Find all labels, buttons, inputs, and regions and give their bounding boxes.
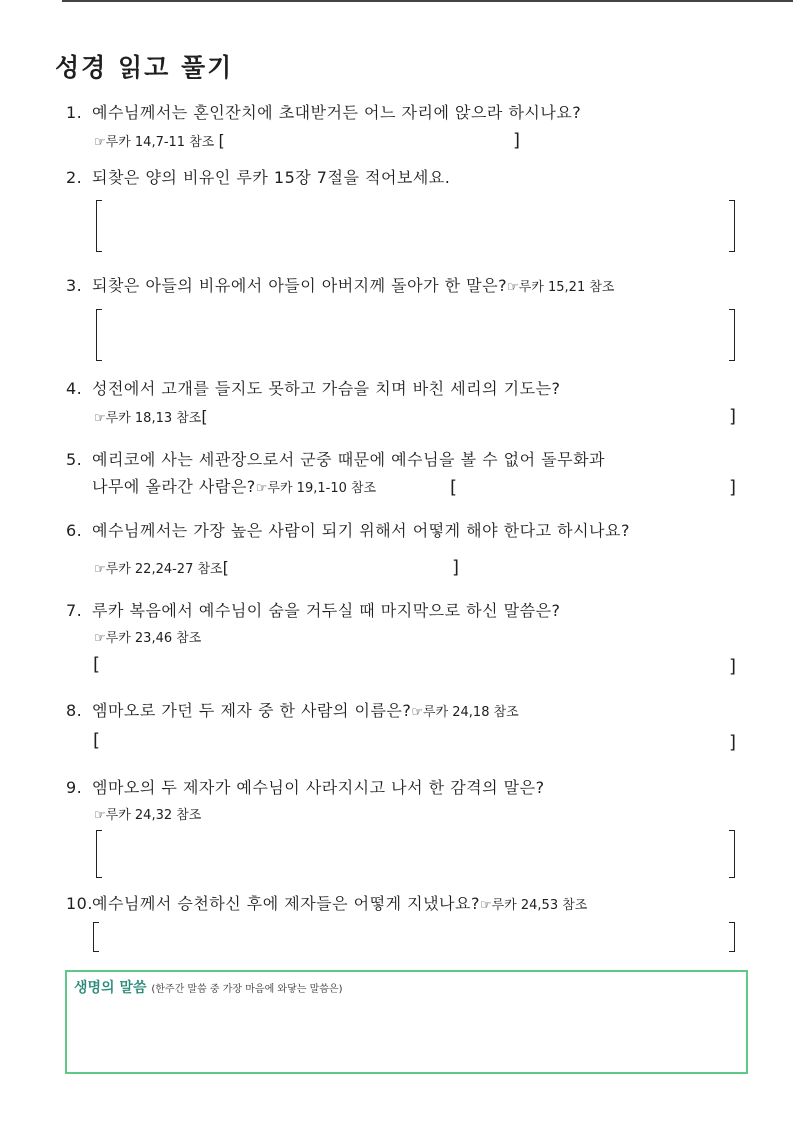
top-rule [62,0,793,2]
question-9-ref [94,804,201,823]
reference: ☞루카 24,53 참조 [479,898,588,913]
reference: ☞루카 14,7-11 참조 [94,135,215,150]
reference: ☞루카 18,13 참조 [94,411,202,426]
question-number: 2. [66,168,83,187]
question-text: 엠마오로 가던 두 제자 중 한 사람의 이름은? [92,701,412,720]
reference: ☞루카 19,1-10 참조 [255,481,377,496]
question-number: 8. [66,701,83,720]
question-number: 7. [66,601,83,620]
question-8 [66,701,519,723]
question-1-ref [94,131,225,150]
bracket-close: ] [452,557,460,578]
question-text: 되찾은 양의 비유인 루카 15장 7절을 적어보세요. [92,168,451,187]
bracket-open: [ [93,730,101,751]
answer-bracket-left [96,830,102,878]
question-number: 1. [66,103,83,122]
answer-bracket-left [96,200,102,252]
reference: ☞루카 15,21 참조 [507,280,615,295]
question-text: 되찾은 아들의 비유에서 아들이 아버지께 돌아가 한 말은? [92,276,508,295]
answer-bracket-right [729,830,735,878]
reference: ☞루카 23,46 참조 [94,631,202,646]
verse-box-header [74,977,342,997]
question-4-ref [94,407,208,426]
question-5-line2 [92,477,376,499]
question-number: 4. [66,379,83,398]
question-10 [66,894,587,916]
reference: ☞루카 22,24-27 참조 [94,562,223,577]
bracket-open: [ [201,407,208,426]
answer-bracket-right [729,309,735,361]
bracket-open: [ [218,131,225,150]
question-3 [66,276,614,298]
question-number: 5. [66,450,83,469]
bracket-close: ] [729,477,737,498]
answer-bracket-left [93,922,99,952]
question-text: 루카 복음에서 예수님이 숨을 거두실 때 마지막으로 하신 말씀은? [92,601,561,620]
question-text: 예리코에 사는 세관장으로서 군중 때문에 예수님을 볼 수 없어 돌무화과 [92,450,605,469]
question-number: 10. [66,894,93,913]
question-text: 성전에서 고개를 들지도 못하고 가슴을 치며 바친 세리의 기도는? [92,379,561,398]
question-2 [66,168,450,188]
bracket-close: ] [513,130,521,151]
reference: ☞루카 24,18 참조 [411,705,519,720]
question-7 [66,601,561,621]
question-number: 6. [66,521,83,540]
bracket-close: ] [729,732,737,753]
bracket-open: [ [222,558,229,577]
question-text: 예수님께서는 가장 높은 사람이 되기 위해서 어떻게 해야 한다고 하시나요? [92,521,630,540]
question-6 [66,521,630,541]
reference: ☞루카 24,32 참조 [94,808,202,823]
question-text: 예수님께서 승천하신 후에 제자들은 어떻게 지냈나요? [92,894,480,913]
question-text: 엠마오의 두 제자가 예수님이 사라지시고 나서 한 감격의 말은? [92,778,545,797]
question-4 [66,379,561,399]
question-text: 나무에 올라간 사람은? [92,477,256,496]
question-7-ref [94,627,201,646]
answer-bracket-left [96,309,102,361]
bracket-open: [ [93,654,101,675]
bracket-open: [ [450,477,458,498]
verse-box-note: (한주간 말씀 중 가장 마음에 와닿는 말씀은) [151,984,343,995]
question-1 [66,103,581,123]
page-title: 성경 읽고 풀기 [55,53,234,82]
question-5 [66,450,605,470]
question-6-ref [94,558,229,577]
answer-bracket-right [729,922,735,952]
bracket-close: ] [729,656,737,677]
verse-box-title: 생명의 말씀 [74,980,147,996]
question-number: 9. [66,778,83,797]
verse-box[interactable] [65,970,748,1074]
question-9 [66,778,545,798]
question-text: 예수님께서는 혼인잔치에 초대받거든 어느 자리에 앉으라 하시나요? [92,103,582,122]
answer-bracket-right [729,200,735,252]
bracket-close: ] [729,406,737,427]
question-number: 3. [66,276,83,295]
